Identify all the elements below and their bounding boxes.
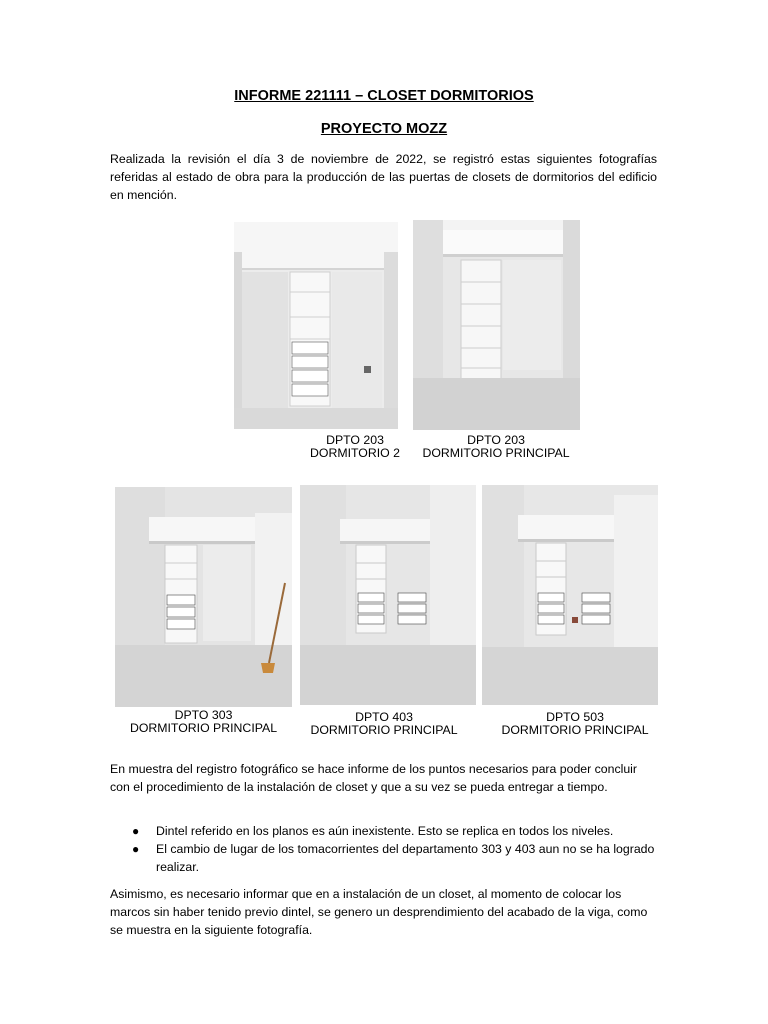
closet-photo-203-dorm2 bbox=[234, 222, 398, 429]
caption-room: DORMITORIO PRINCIPAL bbox=[310, 723, 458, 737]
intro-paragraph: Realizada la revisión el día 3 de noviembre de 2022, se registró estas siguientes fotografías referidas al estado de obra para la producción de las puertas de closets de dormitorios del edificio en mención. bbox=[110, 152, 657, 202]
caption-dept: DPTO 203 bbox=[467, 433, 525, 447]
caption-203-principal bbox=[412, 434, 580, 460]
caption-303-principal bbox=[115, 709, 292, 735]
closet-photo-503-principal bbox=[482, 485, 658, 705]
caption-503-principal bbox=[490, 711, 660, 737]
list-item bbox=[110, 822, 657, 840]
caption-dept: DPTO 303 bbox=[174, 708, 233, 722]
caption-dept: DPTO 203 bbox=[326, 433, 384, 447]
caption-room: DORMITORIO PRINCIPAL bbox=[501, 723, 649, 737]
findings-paragraph: En muestra del registro fotográfico se hace informe de los puntos necesarios para poder concluir con el procedimiento de la instalación de closet y que a su vez se pueda entregar a tiempo. bbox=[110, 762, 638, 794]
closet-photo-203-principal bbox=[413, 220, 580, 430]
closing-paragraph: Asimismo, es necesario informar que en a instalación de un closet, al momento de colocar los marcos sin haber tenido previo dintel, se genero un desprendimiento del acabado de la viga, como se muestra en la siguiente fotografía. bbox=[110, 887, 648, 937]
bullet-icon: ● bbox=[132, 824, 140, 838]
findings-list bbox=[110, 822, 657, 876]
closet-photo-403-principal bbox=[300, 485, 476, 705]
caption-dept: DPTO 403 bbox=[355, 710, 413, 724]
caption-room: DORMITORIO 2 bbox=[310, 446, 400, 460]
project-title: PROYECTO MOZZ bbox=[320, 121, 448, 137]
caption-dept: DPTO 503 bbox=[546, 710, 604, 724]
caption-room: DORMITORIO PRINCIPAL bbox=[129, 721, 278, 735]
list-item-text: El cambio de lugar de los tomacorrientes del departamento 303 y 403 aun no se ha logrado realizar. bbox=[156, 842, 655, 874]
list-item-text: Dintel referido en los planos es aún inexistente. Esto se replica en todos los niveles. bbox=[156, 824, 614, 838]
caption-203-dorm2 bbox=[300, 434, 410, 460]
closet-photo-303-principal bbox=[115, 487, 292, 707]
list-item bbox=[110, 840, 657, 876]
bullet-icon: ● bbox=[132, 842, 140, 856]
caption-403-principal bbox=[300, 711, 468, 737]
caption-room: DORMITORIO PRINCIPAL bbox=[422, 446, 570, 460]
report-title: INFORME 221111 – CLOSET DORMITORIOS bbox=[234, 88, 534, 104]
